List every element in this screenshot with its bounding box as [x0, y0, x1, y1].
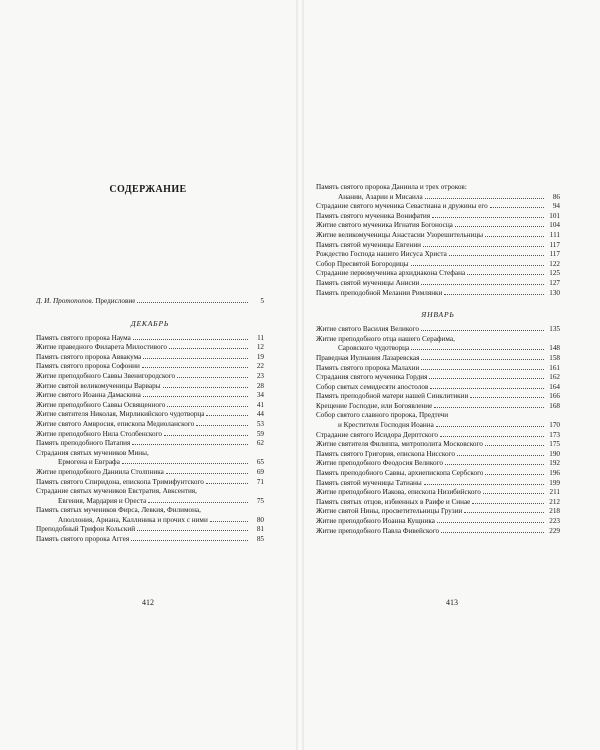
- entry-title: Память преподобного Саввы, архиепископа Сербского: [316, 469, 484, 478]
- page-number: 211: [549, 488, 560, 497]
- page-number-footer: 412: [142, 598, 154, 607]
- leader-dots: [122, 458, 248, 464]
- toc-entry: [36, 487, 264, 497]
- toc-right: [316, 183, 560, 536]
- page-number: 127: [549, 278, 560, 287]
- toc-entry: [316, 325, 560, 335]
- toc-entry: [316, 354, 560, 364]
- page-number: 62: [256, 439, 264, 448]
- leader-dots: [177, 372, 248, 378]
- entry-title: Собор Пресвятой Богородицы: [316, 259, 409, 268]
- toc-entry: [316, 231, 560, 241]
- leader-dots: [148, 497, 248, 503]
- page-number: 59: [256, 429, 264, 438]
- page-number: 101: [549, 211, 560, 220]
- entry-title: Житие святителя Филиппа, митрополита Московского: [316, 440, 483, 449]
- page-number: 53: [256, 419, 264, 428]
- leader-dots: [470, 392, 544, 398]
- page-number: 75: [256, 496, 264, 505]
- leader-dots: [436, 421, 544, 427]
- toc-entry: [316, 241, 560, 251]
- page-number: 164: [549, 382, 560, 391]
- toc-entry: [316, 450, 560, 460]
- toc-entry: [316, 193, 560, 203]
- toc-entry: [36, 506, 264, 516]
- toc-entry: [316, 402, 560, 412]
- page-number: 218: [549, 507, 560, 516]
- page-number: 212: [549, 497, 560, 506]
- page-number: 229: [549, 526, 560, 535]
- toc-entry: [316, 469, 560, 479]
- page-number: 69: [256, 467, 264, 476]
- toc-list-january: [316, 325, 560, 536]
- toc-entry: [316, 488, 560, 498]
- page-number: 148: [549, 344, 560, 353]
- leader-dots: [143, 391, 248, 397]
- page-number: 199: [549, 478, 560, 487]
- toc-entry: [36, 458, 264, 468]
- page-number: 170: [549, 421, 560, 430]
- leader-dots: [411, 344, 544, 350]
- entry-title: Память святого пророка Аввакума: [36, 352, 142, 361]
- page-number: 85: [256, 535, 264, 544]
- toc-entry: [36, 468, 264, 478]
- leader-dots: [137, 525, 248, 531]
- toc-entry: [316, 392, 560, 402]
- entry-title: Память святой мученицы Татианы: [316, 478, 422, 487]
- toc-entry: [36, 497, 264, 507]
- leader-dots: [164, 430, 248, 436]
- section-heading-january: ЯНВАРЬ: [421, 310, 455, 320]
- toc-entry: [316, 517, 560, 527]
- entry-title: Житие святого мученика Игнатия Богоносца: [316, 221, 453, 230]
- toc-entry: [316, 373, 560, 383]
- entry-title: Житие святого Иоанна Дамаскина: [36, 391, 141, 400]
- toc-entry: [36, 525, 264, 535]
- toc-entry: [316, 269, 560, 279]
- page-number: 135: [549, 325, 560, 334]
- toc-entry: [36, 535, 264, 545]
- page-number: 111: [549, 230, 560, 239]
- entry-title: Память святого пророка Малахии: [316, 363, 420, 372]
- leader-dots: [423, 241, 544, 247]
- toc-list-december: [36, 334, 264, 545]
- toc-entry: [36, 334, 264, 344]
- entry-title: Житие преподобного Саввы Освященного: [36, 400, 166, 409]
- toc-entry: [36, 401, 264, 411]
- toc-entry: [36, 439, 264, 449]
- leader-dots: [449, 250, 544, 256]
- toc-list-december-cont: [316, 183, 560, 298]
- leader-dots: [421, 325, 544, 331]
- toc-entry: [316, 459, 560, 469]
- page-number: 41: [256, 400, 264, 409]
- page-number: 22: [256, 362, 264, 371]
- page-number: 86: [552, 192, 560, 201]
- entry-title: Преподобный Трифон Кольский: [36, 525, 136, 534]
- entry-title: Память святых мучеников Фирса, Левкия, Филимона,: [36, 506, 201, 515]
- leader-dots: [137, 297, 248, 303]
- page-number: 44: [256, 410, 264, 419]
- leader-dots: [445, 459, 544, 465]
- leader-dots: [432, 212, 544, 218]
- page-number: 12: [256, 343, 264, 352]
- page-number: 196: [549, 469, 560, 478]
- entry-title: Страдание святых мучеников Евстратия, Авксентия,: [36, 487, 197, 496]
- page-number: 5: [260, 297, 264, 305]
- toc-left: [36, 297, 264, 545]
- entry-title: Страдания святого мученика Гордия: [316, 373, 428, 382]
- toc-entry: [316, 221, 560, 231]
- entry-title: Житие преподобного Саввы Звенигородского: [36, 371, 176, 380]
- toc-entry: [316, 250, 560, 260]
- entry-title: Страдание святого мученика Севастиана и дружины его: [316, 202, 488, 211]
- toc-entry: [36, 449, 264, 459]
- entry-title: Страдания святых мучеников Мины,: [36, 448, 149, 457]
- entry-title: Житие преподобного Иоанна Кущника: [316, 517, 435, 525]
- leader-dots: [444, 289, 544, 295]
- leader-dots: [142, 362, 248, 368]
- leader-dots: [166, 468, 248, 474]
- leader-dots: [467, 269, 544, 275]
- leader-dots: [425, 193, 544, 199]
- toc-entry: [316, 431, 560, 441]
- leader-dots: [424, 479, 544, 485]
- leader-dots: [440, 431, 544, 437]
- toc-entry: [316, 335, 560, 345]
- page-number: 117: [549, 250, 560, 259]
- page-title: СОДЕРЖАНИЕ: [109, 184, 187, 195]
- entry-title: Житие великомученицы Анастасии Узорешительницы: [316, 230, 484, 239]
- page-number: 104: [549, 221, 560, 230]
- page-number: 11: [257, 333, 264, 342]
- leader-dots: [472, 498, 544, 504]
- toc-entry: [36, 420, 264, 430]
- page-number: 80: [256, 515, 264, 524]
- toc-entry: [316, 479, 560, 489]
- entry-title: Житие преподобного Павла Фивейского: [316, 526, 440, 535]
- leader-dots: [131, 535, 248, 541]
- leader-dots: [206, 478, 248, 484]
- page-number: 94: [552, 202, 560, 211]
- toc-entry: [36, 343, 264, 353]
- leader-dots: [210, 516, 248, 522]
- leader-dots: [485, 469, 544, 475]
- page-number: 190: [549, 449, 560, 458]
- page-number: 81: [256, 525, 264, 534]
- leader-dots: [437, 517, 544, 523]
- entry-title: Житие праведного Филарета Милостивого: [36, 343, 167, 352]
- entry-title: Крещение Господне, или Богоявление: [316, 401, 433, 410]
- toc-entry: [316, 212, 560, 222]
- leader-dots: [430, 383, 544, 389]
- leader-dots: [169, 343, 248, 349]
- entry-title: Житие преподобного Даниила Столпника: [36, 467, 164, 476]
- entry-title: Житие святой великомученицы Варвары: [36, 381, 161, 390]
- entry-title: и Крестителя Господня Иоанна: [338, 421, 434, 430]
- page-number: 65: [256, 458, 264, 467]
- leader-dots: [429, 373, 544, 379]
- entry-title: Житие преподобного отца нашего Серафима,: [316, 334, 455, 343]
- leader-dots: [167, 401, 248, 407]
- page-number: 19: [256, 352, 264, 361]
- preface-author: Д. И. Протопопов.: [36, 297, 94, 305]
- page-number: 173: [549, 430, 560, 439]
- leader-dots: [441, 527, 544, 533]
- toc-entry: [316, 364, 560, 374]
- entry-title: Праведная Иулиания Лазаревская: [316, 353, 420, 362]
- toc-entry: [316, 289, 560, 299]
- entry-title: Анании, Азарии и Мисаила: [338, 192, 423, 201]
- entry-title: Саровского чудотворца: [338, 344, 410, 353]
- toc-entry: [316, 383, 560, 393]
- entry-title: Страдание первомученика архидиакона Стефана: [316, 269, 466, 278]
- entry-title: Память преподобной матери нашей Синклитикии: [316, 392, 469, 401]
- toc-entry: [316, 260, 560, 270]
- right-page: [304, 0, 600, 750]
- toc-entry: [36, 353, 264, 363]
- page-number: 158: [549, 353, 560, 362]
- toc-entry: [316, 527, 560, 537]
- page-number: 23: [256, 371, 264, 380]
- entry-title: Память святого пророка Софонии: [36, 362, 140, 371]
- left-page: [0, 0, 296, 750]
- entry-title: Житие святителя Николая, Мирликийского чудотворца: [36, 410, 205, 419]
- page-number: 71: [256, 477, 264, 486]
- leader-dots: [143, 353, 248, 359]
- entry-title: Память святой мученицы Евгении: [316, 240, 422, 249]
- toc-entry: [316, 421, 560, 431]
- book-gutter: [296, 0, 304, 750]
- entry-title: Аполлония, Ариана, Каллиника и прочих с ними: [58, 515, 208, 524]
- toc-entry: [36, 372, 264, 382]
- entry-title: Житие святого Амвросия, епископа Медиоланского: [36, 419, 195, 428]
- leader-dots: [132, 439, 248, 445]
- toc-entry: [316, 507, 560, 517]
- leader-dots: [411, 260, 544, 266]
- page-number: 130: [549, 288, 560, 297]
- toc-entry: [316, 440, 560, 450]
- leader-dots: [485, 440, 544, 446]
- leader-dots: [455, 221, 544, 227]
- entry-title: Житие преподобного Феодосия Великого: [316, 459, 443, 468]
- entry-title: Память преподобного Патапия: [36, 439, 131, 448]
- entry-title: Память святой мученицы Анисии: [316, 278, 420, 287]
- entry-title: Житие преподобного Иакова, епископа Низибийского: [316, 488, 481, 497]
- entry-title: Ермогена и Евграфа: [58, 458, 120, 467]
- toc-entry: [316, 498, 560, 508]
- toc-entry: [36, 478, 264, 488]
- entry-title: Собор святых семидесяти апостолов: [316, 382, 429, 391]
- toc-entry: [316, 202, 560, 212]
- entry-title: Память святого Григория, епископа Нисского: [316, 449, 456, 458]
- entry-title: Память святого мученика Вонифатия: [316, 211, 431, 220]
- entry-title: Память святого Спиридона, епископа Тримифунтского: [36, 477, 204, 486]
- toc-entry: [36, 516, 264, 526]
- leader-dots: [464, 507, 544, 513]
- page-number: 125: [549, 269, 560, 278]
- page-number: 117: [549, 240, 560, 249]
- entry-title: Собор святого славного пророка, Предтечи: [316, 411, 449, 420]
- entry-title: Евгения, Мардария и Ореста: [58, 496, 147, 505]
- entry-title: Страдание святого Исидора Дерптского: [316, 430, 439, 439]
- leader-dots: [421, 354, 544, 360]
- page-number: 168: [549, 401, 560, 410]
- leader-dots: [206, 410, 248, 416]
- leader-dots: [133, 334, 248, 340]
- entry-title: Житие святого Василия Великого: [316, 325, 419, 334]
- leader-dots: [457, 450, 544, 456]
- entry-title: Память преподобной Мелании Римлянки: [316, 288, 443, 297]
- page-number: 223: [549, 517, 560, 525]
- toc-entry: [36, 362, 264, 372]
- toc-entry: [316, 279, 560, 289]
- leader-dots: [485, 231, 544, 237]
- leader-dots: [434, 402, 544, 408]
- leader-dots: [490, 202, 544, 208]
- toc-entry: [36, 391, 264, 401]
- page-number: 166: [549, 392, 560, 401]
- page-number: 34: [256, 391, 264, 400]
- page-number: 161: [549, 363, 560, 372]
- toc-entry: [316, 344, 560, 354]
- toc-entry: [316, 411, 560, 421]
- toc-entry-preface: [36, 297, 264, 307]
- page-number: 175: [549, 440, 560, 449]
- entry-title: Память святого пророка Аггея: [36, 535, 130, 544]
- leader-dots: [421, 279, 544, 285]
- leader-dots: [196, 420, 248, 426]
- entry-title: Память святых отцов, избиенных в Раифе и Синае: [316, 497, 471, 506]
- entry-title: Житие святой Нины, просветительницы Грузии: [316, 507, 463, 516]
- leader-dots: [483, 488, 544, 494]
- leader-dots: [163, 382, 249, 388]
- section-heading-december: ДЕКАБРЬ: [130, 318, 170, 328]
- entry-title: Рождество Господа нашего Иисуса Христа: [316, 250, 447, 259]
- entry-title: Память святого пророка Наума: [36, 333, 131, 342]
- toc-entry: [316, 183, 560, 193]
- page-number: 28: [256, 381, 264, 390]
- page-number-footer: 413: [446, 598, 458, 607]
- toc-entry: [36, 382, 264, 392]
- leader-dots: [421, 364, 544, 370]
- entry-title: Память святого пророка Даниила и трех отроков:: [316, 183, 467, 191]
- toc-entry: [36, 410, 264, 420]
- preface-title: Предисловие: [93, 297, 136, 305]
- page-number: 192: [549, 459, 560, 468]
- entry-title: Житие преподобного Нила Столбенского: [36, 429, 162, 438]
- page-number: 122: [549, 259, 560, 268]
- toc-entry: [36, 430, 264, 440]
- page-number: 162: [549, 373, 560, 382]
